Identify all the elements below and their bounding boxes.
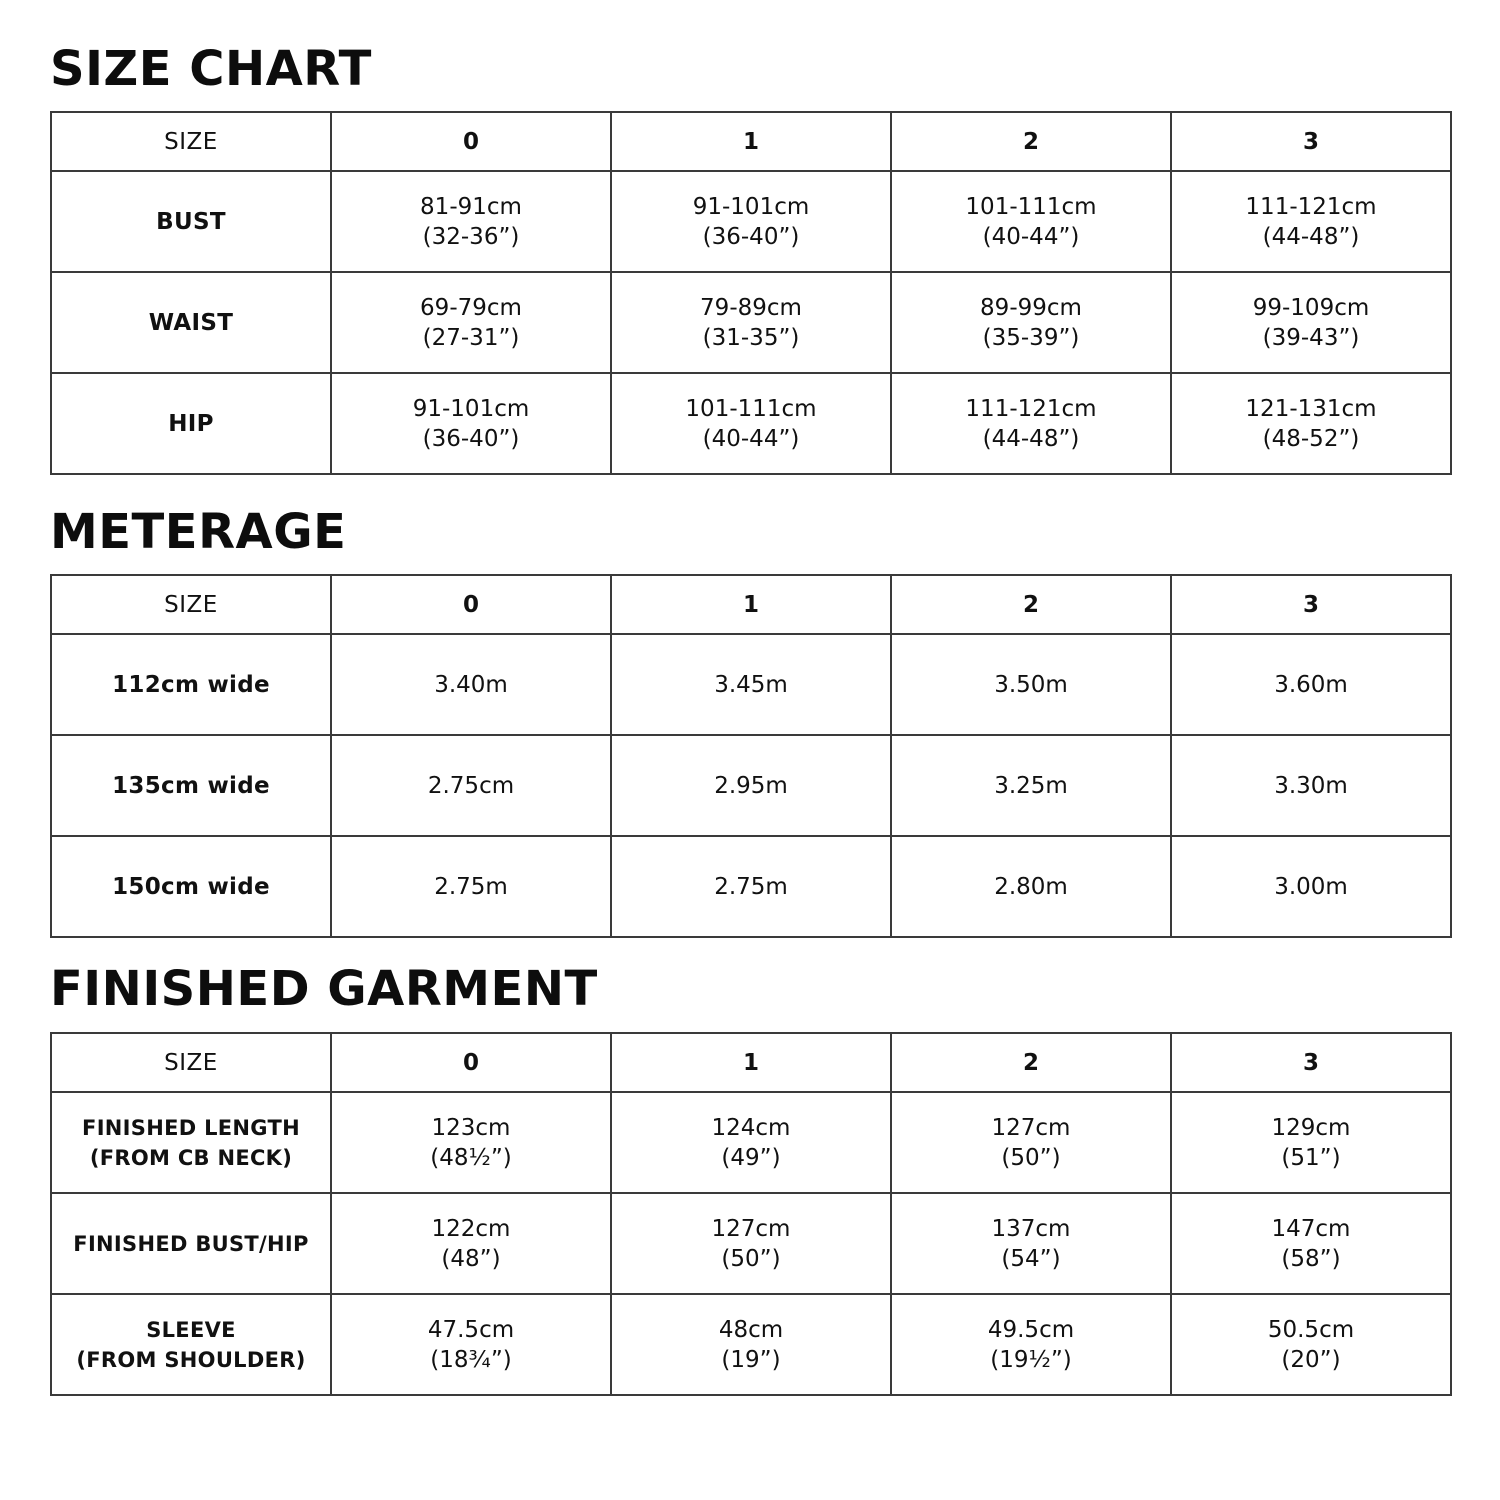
table-cell: 2.95m [611, 735, 891, 836]
table-cell: 101-111cm (40-44”) [891, 171, 1171, 272]
size-3-header: 3 [1171, 575, 1451, 634]
table-cell: 111-121cm (44-48”) [891, 373, 1171, 474]
table-cell: 124cm (49”) [611, 1092, 891, 1193]
row-label-sleeve: SLEEVE (FROM SHOULDER) [51, 1294, 331, 1395]
table-cell: 3.50m [891, 634, 1171, 735]
size-0-header: 0 [331, 575, 611, 634]
size-3-header: 3 [1171, 1033, 1451, 1092]
table-row-finished-length [51, 1092, 1451, 1193]
size-2-header: 2 [891, 112, 1171, 171]
table-header-row [51, 112, 1451, 171]
table-cell: 3.60m [1171, 634, 1451, 735]
meterage-table [50, 574, 1452, 938]
size-column-header: SIZE [51, 575, 331, 634]
table-cell: 79-89cm (31-35”) [611, 272, 891, 373]
size-1-header: 1 [611, 112, 891, 171]
row-label-135cm-wide: 135cm wide [51, 735, 331, 836]
row-label-finished-bust-hip: FINISHED BUST/HIP [51, 1193, 331, 1294]
size-0-header: 0 [331, 112, 611, 171]
size-2-header: 2 [891, 575, 1171, 634]
table-header-row [51, 1033, 1451, 1092]
table-cell: 122cm (48”) [331, 1193, 611, 1294]
size-2-header: 2 [891, 1033, 1171, 1092]
table-cell: 123cm (48½”) [331, 1092, 611, 1193]
row-label-150cm-wide: 150cm wide [51, 836, 331, 937]
meterage-title: METERAGE [50, 504, 347, 560]
table-cell: 47.5cm (18¾”) [331, 1294, 611, 1395]
finished-garment-title: FINISHED GARMENT [50, 961, 598, 1017]
table-cell: 49.5cm (19½”) [891, 1294, 1171, 1395]
table-cell: 69-79cm (27-31”) [331, 272, 611, 373]
table-cell: 3.45m [611, 634, 891, 735]
table-cell: 129cm (51”) [1171, 1092, 1451, 1193]
table-cell: 2.75m [331, 836, 611, 937]
table-cell: 127cm (50”) [891, 1092, 1171, 1193]
row-label-finished-length: FINISHED LENGTH (FROM CB NECK) [51, 1092, 331, 1193]
row-label-bust: BUST [51, 171, 331, 272]
table-cell: 137cm (54”) [891, 1193, 1171, 1294]
size-0-header: 0 [331, 1033, 611, 1092]
table-row-finished-bust-hip [51, 1193, 1451, 1294]
table-cell: 3.30m [1171, 735, 1451, 836]
table-cell: 91-101cm (36-40”) [611, 171, 891, 272]
table-row-bust [51, 171, 1451, 272]
table-cell: 3.00m [1171, 836, 1451, 937]
table-row-sleeve [51, 1294, 1451, 1395]
table-cell: 121-131cm (48-52”) [1171, 373, 1451, 474]
row-label-112cm-wide: 112cm wide [51, 634, 331, 735]
table-row-135cm [51, 735, 1451, 836]
size-1-header: 1 [611, 1033, 891, 1092]
size-chart-title: SIZE CHART [50, 41, 372, 97]
row-label-hip: HIP [51, 373, 331, 474]
table-cell: 147cm (58”) [1171, 1193, 1451, 1294]
table-row-112cm [51, 634, 1451, 735]
table-row-waist [51, 272, 1451, 373]
table-cell: 2.75m [611, 836, 891, 937]
finished-garment-table [50, 1032, 1452, 1396]
table-cell: 91-101cm (36-40”) [331, 373, 611, 474]
table-row-150cm [51, 836, 1451, 937]
table-cell: 50.5cm (20”) [1171, 1294, 1451, 1395]
table-cell: 89-99cm (35-39”) [891, 272, 1171, 373]
table-cell: 127cm (50”) [611, 1193, 891, 1294]
table-cell: 48cm (19”) [611, 1294, 891, 1395]
table-cell: 81-91cm (32-36”) [331, 171, 611, 272]
table-cell: 111-121cm (44-48”) [1171, 171, 1451, 272]
row-label-waist: WAIST [51, 272, 331, 373]
size-chart-table [50, 111, 1452, 475]
table-cell: 99-109cm (39-43”) [1171, 272, 1451, 373]
table-cell: 2.75cm [331, 735, 611, 836]
size-column-header: SIZE [51, 112, 331, 171]
table-cell: 3.25m [891, 735, 1171, 836]
size-3-header: 3 [1171, 112, 1451, 171]
table-cell: 2.80m [891, 836, 1171, 937]
table-cell: 3.40m [331, 634, 611, 735]
size-1-header: 1 [611, 575, 891, 634]
table-row-hip [51, 373, 1451, 474]
size-column-header: SIZE [51, 1033, 331, 1092]
table-cell: 101-111cm (40-44”) [611, 373, 891, 474]
table-header-row [51, 575, 1451, 634]
